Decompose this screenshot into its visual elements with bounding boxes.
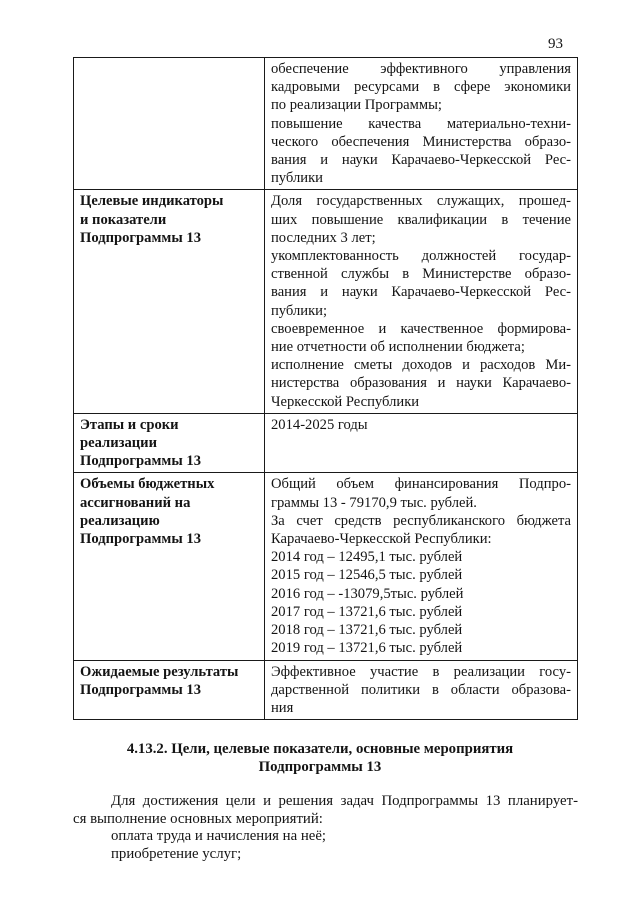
table-row-results	[74, 660, 578, 720]
row-value-line: Доля государственных служащих, прошед-	[271, 193, 571, 210]
row-value-line: Черкесской Республики	[271, 393, 420, 410]
section-title	[60, 740, 580, 776]
row-label-line: Этапы и сроки реализации	[80, 416, 179, 452]
row-label-cell	[74, 413, 265, 473]
row-value-line: нистерства образования и науки Карачаево-	[271, 375, 571, 392]
row-value-line: своевременное и качественное формирова-	[271, 320, 571, 337]
row-label-cell	[74, 190, 265, 413]
row-value-line: публики	[271, 170, 323, 187]
row-value-line: дарственной политики в области образова-	[271, 681, 571, 698]
row-value-line: ния	[271, 699, 294, 716]
paragraph-line: Для достижения цели и решения задач Подпрограммы 13 планирует-	[111, 793, 578, 809]
row-value-line: 2019 год – 13721,6 тыс. рублей	[271, 640, 463, 657]
row-value-line: Карачаево-Черкесской Республики:	[271, 531, 492, 548]
row-value-line: граммы 13 - 79170,9 тыс. рублей.	[271, 494, 477, 511]
row-value-line: ние отчетности об исполнении бюджета;	[271, 339, 525, 356]
table-row-stages	[74, 413, 578, 473]
row-value-line: ческого обеспечения Министерства образо-	[271, 133, 571, 150]
list-item: оплата труда и начисления на неё;	[111, 828, 326, 844]
body-text	[73, 793, 578, 863]
row-value-line: За счет средств республиканского бюджета	[271, 512, 571, 529]
row-value-line: вания и науки Карачаево-Черкесской Рес-	[271, 152, 571, 169]
row-value-line: Общий объем финансирования Подпро-	[271, 476, 571, 493]
row-value-line: исполнение сметы доходов и расходов Ми-	[271, 357, 571, 374]
section-title-line: 4.13.2. Цели, целевые показатели, основные мероприятия	[126, 741, 514, 757]
row-value-line: 2015 год – 12546,5 тыс. рублей	[271, 567, 463, 584]
row-label-line: Подпрограммы 13	[80, 681, 201, 698]
row-value-cell	[265, 58, 578, 190]
row-label-line: Подпрограммы 13	[80, 531, 201, 548]
row-value-line: ших повышение квалификации в течение	[271, 211, 571, 228]
row-label-line: Объемы бюджетных	[80, 476, 215, 493]
page-number: 93	[548, 36, 563, 52]
row-label-cell	[74, 473, 265, 660]
row-label-cell	[74, 660, 265, 720]
row-label-line: реализацию	[80, 512, 160, 529]
row-value-line: ственной службы в Министерстве образо-	[271, 266, 571, 283]
row-value-line: повышение качества материально-техни-	[271, 115, 571, 132]
list-item: приобретение услуг;	[111, 845, 242, 862]
table-row-budget	[74, 473, 578, 660]
row-value-cell	[265, 190, 578, 413]
row-value-cell	[265, 413, 578, 473]
row-value-line: 2017 год – 13721,6 тыс. рублей	[271, 603, 463, 620]
section-title-line: Подпрограммы 13	[258, 759, 382, 775]
subprogram-passport-table	[73, 57, 578, 720]
row-value-line: Эффективное участие в реализации госу-	[271, 663, 571, 680]
row-label-line: Подпрограммы 13	[80, 229, 201, 246]
row-value-cell	[265, 473, 578, 660]
row-value-line: 2016 год – -13079,5тыс. рублей	[271, 585, 464, 602]
row-value-line: 2014 год – 12495,1 тыс. рублей	[271, 549, 463, 566]
row-value-line: 2014-2025 годы	[271, 416, 368, 433]
row-label-line: Целевые индикаторы	[80, 193, 224, 210]
row-value-line: по реализации Программы;	[271, 97, 442, 114]
row-value-cell	[265, 660, 578, 720]
row-value-line: последних 3 лет;	[271, 229, 376, 246]
row-label-cell	[74, 58, 265, 190]
row-value-line: кадровыми ресурсами в сфере экономики	[271, 79, 571, 96]
row-value-line: публики;	[271, 302, 328, 319]
paragraph-line: ся выполнение основных мероприятий:	[73, 810, 323, 827]
row-value-line: 2018 год – 13721,6 тыс. рублей	[271, 622, 463, 639]
row-value-line: укомплектованность должностей государ-	[271, 248, 571, 265]
row-label-line: и показатели	[80, 211, 167, 228]
row-label-line: ассигнований на	[80, 494, 191, 511]
row-value-line: обеспечение эффективного управления	[271, 61, 571, 77]
table-row-goals	[74, 58, 578, 190]
row-value-line: вания и науки Карачаево-Черкесской Рес-	[271, 284, 571, 301]
row-label-line: Подпрограммы 13	[80, 453, 201, 470]
row-label-line: Ожидаемые результаты	[80, 663, 239, 680]
table-row-indicators	[74, 190, 578, 413]
